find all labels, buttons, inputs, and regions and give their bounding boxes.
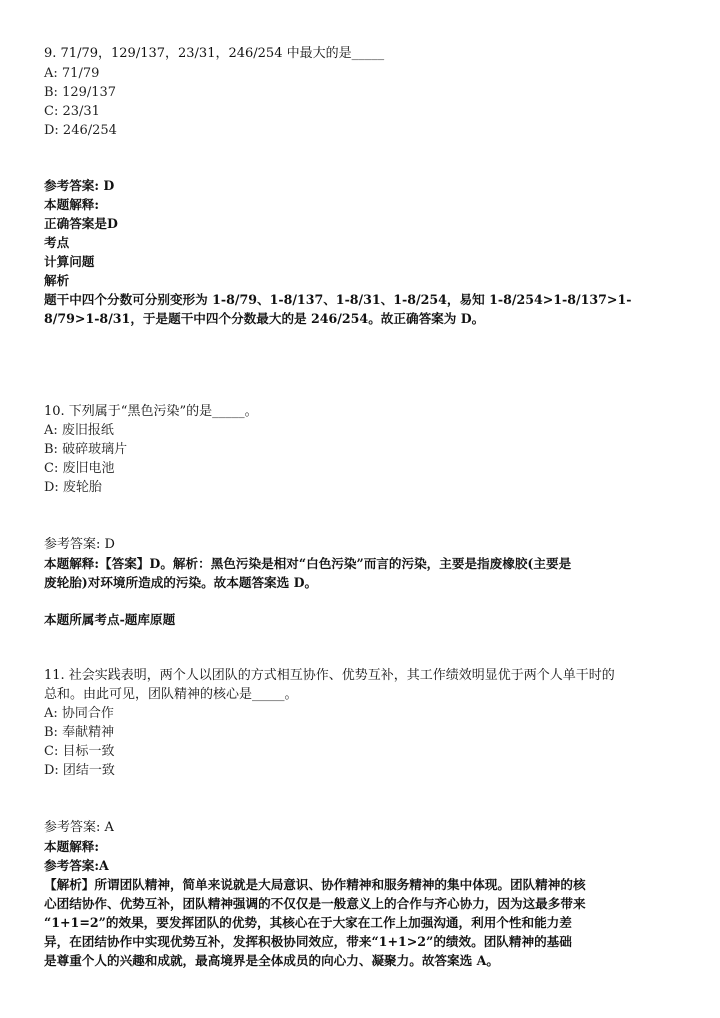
question-10-option-d: D: 废轮胎 xyxy=(44,480,102,495)
question-11-option-a: A: 协同合作 xyxy=(44,706,114,721)
question-9-option-c: C: 23/31 xyxy=(44,104,100,119)
question-11-analysis-line-3: “1+1=2”的效果，要发挥团队的优势，其核心在于大家在工作上加强沟通，利用个性和能力差 xyxy=(44,915,572,930)
question-10-option-b: B: 破碎玻璃片 xyxy=(44,442,128,457)
question-10-analysis-line-1: 本题解释:【答案】D。解析：黑色污染是相对“白色污染”而言的污染，主要是指废橡胶(主要是 xyxy=(44,556,572,571)
question-11-stem-line-1: 11. 社会实践表明，两个人以团队的方式相互协作、优势互补，其工作绩效明显优于两个人单干时的 xyxy=(44,668,615,683)
question-9-explain-label: 本题解释: xyxy=(44,197,100,212)
question-10-source: 本题所属考点-题库原题 xyxy=(44,612,176,627)
question-9-analysis-line-2: 8/79>1-8/31，于是题干中四个分数最大的是 246/254。故正确答案为 D。 xyxy=(44,311,485,326)
question-9-stem: 9. 71/79，129/137，23/31，246/254 中最大的是_____ xyxy=(44,46,385,61)
question-11-stem-line-2: 总和。由此可见，团队精神的核心是_____。 xyxy=(44,687,298,702)
question-11-explain-label: 本题解释: xyxy=(44,839,100,854)
question-11-analysis-line-1: 【解析】所谓团队精神，简单来说就是大局意识、协作精神和服务精神的集中体现。团队精神的核 xyxy=(44,877,586,892)
question-11-analysis-line-5: 是尊重个人的兴趣和成就，最高境界是全体成员的向心力、凝聚力。故答案选 A。 xyxy=(44,953,499,968)
question-9-option-d: D: 246/254 xyxy=(44,123,117,138)
question-11-option-b: B: 奉献精神 xyxy=(44,725,115,740)
question-11-option-d: D: 团结一致 xyxy=(44,763,115,778)
question-11-answer-2: 参考答案:A xyxy=(44,858,109,873)
question-10-answer: 参考答案: D xyxy=(44,537,115,552)
question-9-kaodian: 考点 xyxy=(44,235,70,250)
question-11-analysis-line-4: 异，在团结协作中实现优势互补，发挥积极协同效应，带来“1+1>2”的绩效。团队精神的基础 xyxy=(44,934,572,949)
question-11-analysis-line-2: 心团结协作、优势互补，团队精神强调的不仅仅是一般意义上的合作与齐心协力，因为这最多带来 xyxy=(44,896,586,911)
question-10-option-a: A: 废旧报纸 xyxy=(44,423,114,438)
question-9-topic: 计算问题 xyxy=(44,254,95,269)
question-9-option-b: B: 129/137 xyxy=(44,85,117,100)
question-9-analysis-line-1: 题干中四个分数可分别变形为 1-8/79、1-8/137、1-8/31、1-8/254，易知 1-8/254>1-8/137>1- xyxy=(44,292,632,307)
question-9-option-a: A: 71/79 xyxy=(44,66,100,81)
question-10-stem: 10. 下列属于“黑色污染”的是_____。 xyxy=(44,404,258,419)
question-11-answer: 参考答案: A xyxy=(44,820,114,835)
question-9-answer: 参考答案: D xyxy=(44,178,115,193)
question-10-option-c: C: 废旧电池 xyxy=(44,461,115,476)
question-9-jiexi: 解析 xyxy=(44,273,70,288)
question-11-option-c: C: 目标一致 xyxy=(44,744,115,759)
question-10-analysis-line-2: 废轮胎)对环境所造成的污染。故本题答案选 D。 xyxy=(44,575,318,590)
question-9-correct: 正确答案是D xyxy=(44,216,118,231)
